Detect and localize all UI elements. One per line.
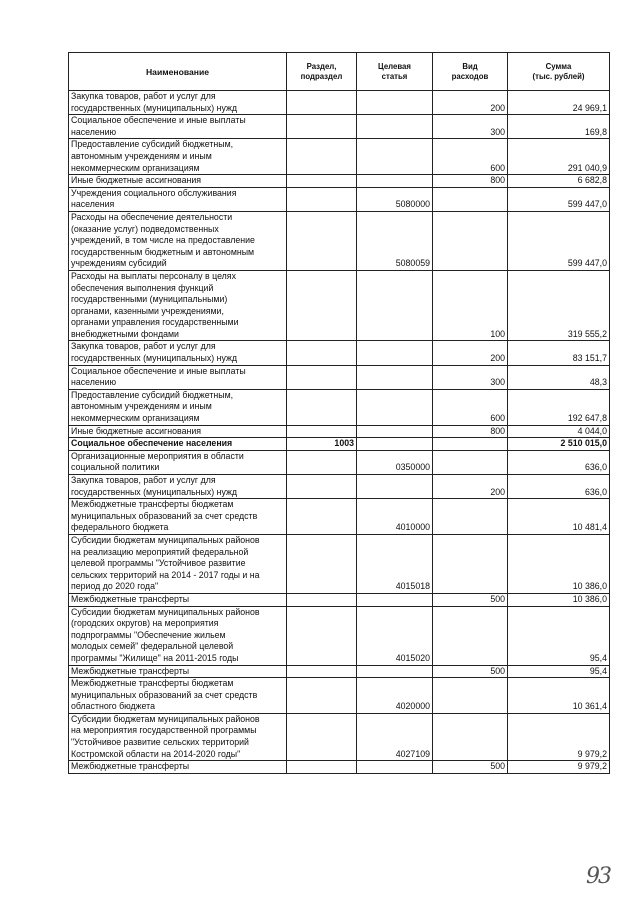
cell-kind (433, 499, 508, 535)
cell-sum: 636,0 (508, 450, 610, 474)
cell-section (287, 678, 357, 714)
cell-target (357, 761, 433, 774)
cell-kind (433, 713, 508, 760)
table-row (69, 211, 610, 270)
table-row (69, 761, 610, 774)
cell-name: Субсидии бюджетам муниципальных районов на реализацию мероприятий федеральной целевой программы "Устойчивое развитие сельских территорий на 2014 - 2017 годы и на период до 2020 года" (69, 534, 287, 593)
table-row (69, 499, 610, 535)
table-row (69, 593, 610, 606)
cell-section (287, 475, 357, 499)
cell-target (357, 438, 433, 451)
cell-section (287, 534, 357, 593)
cell-section (287, 270, 357, 341)
cell-name: Закупка товаров, работ и услуг для государственных (муниципальных) нужд (69, 341, 287, 365)
cell-kind: 200 (433, 341, 508, 365)
header-kind: Вид расходов (433, 53, 508, 91)
table-row (69, 187, 610, 211)
cell-section (287, 425, 357, 438)
cell-target: 4027109 (357, 713, 433, 760)
cell-section (287, 341, 357, 365)
cell-target: 4020000 (357, 678, 433, 714)
cell-section (287, 665, 357, 678)
header-section: Раздел, подраздел (287, 53, 357, 91)
cell-name: Субсидии бюджетам муниципальных районов на мероприятия государственной программы "Устойчивое развитие сельских территорий Костромской области на 2014-2020 годы" (69, 713, 287, 760)
table-header-row (69, 53, 610, 91)
cell-sum: 291 040,9 (508, 139, 610, 175)
cell-sum: 6 682,8 (508, 175, 610, 188)
cell-kind (433, 534, 508, 593)
cell-name: Предоставление субсидий бюджетным, автономным учреждениям и иным некоммерческим организациям (69, 389, 287, 425)
cell-target: 4015020 (357, 606, 433, 665)
table-row (69, 270, 610, 341)
cell-sum: 9 979,2 (508, 761, 610, 774)
table-row (69, 389, 610, 425)
cell-target (357, 425, 433, 438)
cell-section (287, 211, 357, 270)
cell-section (287, 606, 357, 665)
cell-sum: 83 151,7 (508, 341, 610, 365)
cell-sum: 599 447,0 (508, 187, 610, 211)
cell-target (357, 389, 433, 425)
cell-target (357, 175, 433, 188)
cell-target: 5080059 (357, 211, 433, 270)
cell-kind: 800 (433, 425, 508, 438)
cell-name: Межбюджетные трансферты (69, 593, 287, 606)
cell-kind (433, 606, 508, 665)
cell-sum: 4 044,0 (508, 425, 610, 438)
cell-sum: 48,3 (508, 365, 610, 389)
cell-section (287, 139, 357, 175)
cell-name: Социальное обеспечение и иные выплаты населению (69, 115, 287, 139)
table-row (69, 365, 610, 389)
cell-sum: 2 510 015,0 (508, 438, 610, 451)
header-sum: Сумма (тыс. рублей) (508, 53, 610, 91)
cell-kind (433, 438, 508, 451)
table-row (69, 665, 610, 678)
cell-name: Предоставление субсидий бюджетным, автономным учреждениям и иным некоммерческим организациям (69, 139, 287, 175)
table-row (69, 534, 610, 593)
cell-section (287, 713, 357, 760)
cell-sum: 599 447,0 (508, 211, 610, 270)
cell-kind: 200 (433, 91, 508, 115)
cell-sum: 192 647,8 (508, 389, 610, 425)
cell-name: Учреждения социального обслуживания населения (69, 187, 287, 211)
cell-section (287, 91, 357, 115)
cell-target (357, 365, 433, 389)
cell-target (357, 139, 433, 175)
cell-section (287, 389, 357, 425)
cell-section (287, 499, 357, 535)
cell-kind: 500 (433, 761, 508, 774)
cell-kind: 600 (433, 139, 508, 175)
cell-target: 0350000 (357, 450, 433, 474)
cell-kind: 100 (433, 270, 508, 341)
cell-target (357, 665, 433, 678)
cell-sum: 169,8 (508, 115, 610, 139)
cell-section (287, 593, 357, 606)
cell-kind: 600 (433, 389, 508, 425)
cell-kind: 500 (433, 593, 508, 606)
budget-table (68, 52, 610, 774)
cell-target: 4010000 (357, 499, 433, 535)
cell-name: Межбюджетные трансферты бюджетам муниципальных образований за счет средств федерального бюджета (69, 499, 287, 535)
cell-name: Социальное обеспечение и иные выплаты населению (69, 365, 287, 389)
cell-sum: 636,0 (508, 475, 610, 499)
cell-section (287, 450, 357, 474)
cell-target (357, 475, 433, 499)
cell-name: Межбюджетные трансферты (69, 665, 287, 678)
cell-section (287, 187, 357, 211)
cell-sum: 10 386,0 (508, 534, 610, 593)
cell-name: Расходы на выплаты персоналу в целях обеспечения выполнения функций государственными (муниципальными) органами, казенными учреждениями, органами управления государственными внебюджетными фондами (69, 270, 287, 341)
cell-target: 5080000 (357, 187, 433, 211)
cell-target: 4015018 (357, 534, 433, 593)
header-name: Наименование (69, 53, 287, 91)
cell-sum: 95,4 (508, 606, 610, 665)
cell-section (287, 175, 357, 188)
cell-name: Субсидии бюджетам муниципальных районов (городских округов) на мероприятия подпрограммы "Обеспечение жильем молодых семей" федеральной целевой программы "Жилище" на 2011-2015 годы (69, 606, 287, 665)
cell-kind: 300 (433, 115, 508, 139)
cell-kind: 200 (433, 475, 508, 499)
cell-sum: 10 361,4 (508, 678, 610, 714)
cell-name: Социальное обеспечение населения (69, 438, 287, 451)
table-body (69, 91, 610, 774)
cell-section (287, 115, 357, 139)
cell-kind (433, 678, 508, 714)
cell-kind: 800 (433, 175, 508, 188)
cell-target (357, 341, 433, 365)
cell-section (287, 761, 357, 774)
cell-kind: 500 (433, 665, 508, 678)
table-row (69, 115, 610, 139)
cell-name: Иные бюджетные ассигнования (69, 175, 287, 188)
table-row (69, 425, 610, 438)
cell-target (357, 115, 433, 139)
cell-name: Расходы на обеспечение деятельности (оказание услуг) подведомственных учреждений, в том числе на предоставление государственным бюджетным и автономным учреждениям субсидий (69, 211, 287, 270)
cell-name: Межбюджетные трансферты (69, 761, 287, 774)
cell-target (357, 270, 433, 341)
cell-name: Межбюджетные трансферты бюджетам муниципальных образований за счет средств областного бюджета (69, 678, 287, 714)
cell-name: Иные бюджетные ассигнования (69, 425, 287, 438)
table-row (69, 678, 610, 714)
header-target: Целевая статья (357, 53, 433, 91)
cell-sum: 24 969,1 (508, 91, 610, 115)
cell-kind (433, 450, 508, 474)
table-row (69, 91, 610, 115)
cell-sum: 10 386,0 (508, 593, 610, 606)
cell-sum: 319 555,2 (508, 270, 610, 341)
table-row (69, 450, 610, 474)
cell-kind (433, 187, 508, 211)
cell-sum: 95,4 (508, 665, 610, 678)
cell-section: 1003 (287, 438, 357, 451)
table-row (69, 713, 610, 760)
cell-name: Организационные мероприятия в области социальной политики (69, 450, 287, 474)
cell-kind (433, 211, 508, 270)
cell-sum: 9 979,2 (508, 713, 610, 760)
page-number: 93 (586, 864, 610, 889)
table-row (69, 139, 610, 175)
cell-name: Закупка товаров, работ и услуг для государственных (муниципальных) нужд (69, 475, 287, 499)
cell-section (287, 365, 357, 389)
cell-kind: 300 (433, 365, 508, 389)
cell-name: Закупка товаров, работ и услуг для государственных (муниципальных) нужд (69, 91, 287, 115)
cell-target (357, 91, 433, 115)
cell-target (357, 593, 433, 606)
table-row (69, 606, 610, 665)
table-row (69, 475, 610, 499)
cell-sum: 10 481,4 (508, 499, 610, 535)
table-row (69, 341, 610, 365)
table-row (69, 175, 610, 188)
table-row (69, 438, 610, 451)
